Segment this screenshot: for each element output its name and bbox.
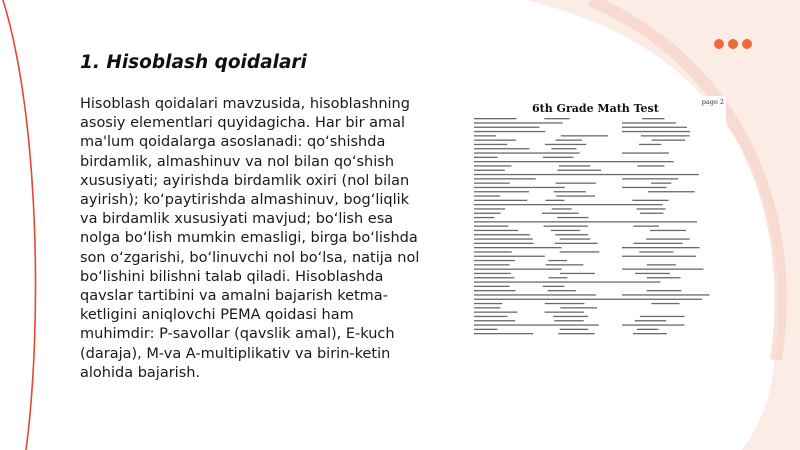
worksheet-text-line	[622, 178, 678, 179]
worksheet-image	[472, 96, 726, 341]
worksheet-text-line	[551, 148, 576, 149]
worksheet-text-line	[560, 251, 600, 252]
worksheet-text-line	[549, 277, 568, 278]
worksheet-text-line	[474, 217, 494, 218]
worksheet-text-line	[560, 273, 595, 274]
worksheet-text-line	[651, 303, 679, 304]
worksheet-text-line	[474, 329, 497, 330]
worksheet-text-line	[635, 273, 670, 274]
worksheet-text-line	[552, 208, 572, 209]
worksheet-text-line	[637, 165, 664, 166]
worksheet-text-line	[474, 230, 518, 231]
worksheet-text-line	[554, 320, 584, 321]
worksheet-text-line	[548, 260, 567, 261]
worksheet-text-line	[652, 140, 685, 141]
worksheet-text-line	[544, 118, 569, 119]
worksheet-text-line	[474, 200, 527, 201]
worksheet-text-line	[642, 118, 664, 119]
worksheet-text-line	[474, 127, 539, 128]
worksheet-text-line	[622, 256, 696, 257]
worksheet-text-line	[474, 174, 699, 175]
worksheet-text-line	[474, 131, 545, 132]
worksheet-text-line	[474, 183, 510, 184]
worksheet-text-line	[474, 316, 507, 317]
worksheet-text-line	[647, 264, 676, 265]
worksheet-text-line	[634, 243, 683, 244]
worksheet-text-line	[474, 269, 562, 270]
worksheet-text-line	[557, 170, 601, 171]
worksheet-text-line	[560, 329, 588, 330]
dot	[742, 39, 752, 49]
worksheet-text-line	[635, 320, 666, 321]
worksheet-text-line	[543, 286, 565, 287]
dot	[714, 39, 724, 49]
worksheet-text-line	[548, 290, 576, 291]
worksheet-text-line	[474, 221, 697, 222]
worksheet-text-line	[545, 312, 584, 313]
worksheet-text-line	[557, 217, 589, 218]
worksheet-text-line	[639, 251, 673, 252]
worksheet-text-line	[647, 290, 682, 291]
worksheet-text-line	[622, 122, 676, 123]
worksheet-text-line	[474, 320, 515, 321]
worksheet-text-line	[474, 303, 502, 304]
worksheet-text-line	[474, 122, 563, 123]
worksheet-text-line	[474, 152, 580, 153]
worksheet-text-line	[556, 195, 595, 196]
worksheet-text-line	[474, 226, 508, 227]
worksheet-page-label: page 2	[701, 98, 724, 106]
worksheet-text-line	[546, 264, 584, 265]
worksheet-text-line	[640, 316, 685, 317]
worksheet-text-line	[555, 234, 588, 235]
worksheet-text-line	[474, 234, 530, 235]
worksheet-text-line	[544, 226, 588, 227]
slide-body-text: Hisoblash qoidalari mavzusida, hisoblashning asosiy elementlari quyidagicha. Har bir amal ma'lum qoidalarga asoslanadi: qo‘shishda birdamlik, almashinuv va nol bilan qo‘shish xususiyati; ayirishda birdamlik oxiri (nol bilan ayirish); ko‘paytirishda almashinuv, bog‘liqlik va birdamlik xususiyati mavjud; bo‘lish esa nolga bo‘lish mumkin emasligi, birga bo‘lishda son o‘zgarishi, bo‘linuvchi nol bo‘lsa, natija nol bo‘lishini bilishni talab qiladi. Hisoblashda qavslar tartibini va amalni bajarish ketma-ketligini aniqlovchi PEMA qoidasi ham muhimdir: P-savollar (qavslik amal), E-kuch (daraja), M-va A-multiplikativ va birin-ketin alohida bajarish.	[80, 96, 420, 381]
worksheet-text-line	[474, 157, 498, 158]
worksheet-text-line	[474, 195, 500, 196]
worksheet-text-line	[542, 213, 579, 214]
worksheet-text-line	[474, 204, 663, 205]
slide-title: 1. Hisoblash qoidalari	[80, 52, 307, 73]
worksheet-text-line	[558, 333, 594, 334]
worksheet-text-line	[474, 238, 533, 239]
worksheet-text-line	[474, 140, 516, 141]
worksheet-text-line	[639, 144, 661, 145]
worksheet-text-line	[622, 247, 700, 248]
worksheet-content-lines	[472, 114, 726, 341]
worksheet-text-line	[651, 183, 671, 184]
worksheet-text-line	[641, 135, 690, 136]
worksheet-text-line	[474, 290, 515, 291]
worksheet-text-line	[622, 131, 690, 132]
worksheet-text-line	[637, 329, 659, 330]
worksheet-text-line	[474, 286, 510, 287]
worksheet-text-line	[555, 140, 581, 141]
three-dots-icon	[714, 39, 752, 49]
worksheet-text-line	[474, 243, 534, 244]
worksheet-text-line	[622, 324, 684, 325]
worksheet-text-line	[474, 191, 529, 192]
worksheet-text-line	[474, 312, 517, 313]
worksheet-text-line	[633, 333, 667, 334]
worksheet-text-line	[632, 200, 668, 201]
worksheet-text-line	[551, 230, 580, 231]
worksheet-text-line	[622, 294, 709, 295]
worksheet-text-line	[646, 238, 690, 239]
worksheet-text-line	[545, 144, 586, 145]
worksheet-text-line	[556, 183, 596, 184]
worksheet-text-line	[474, 247, 561, 248]
worksheet-text-line	[637, 208, 666, 209]
worksheet-title: 6th Grade Math Test	[532, 102, 659, 115]
worksheet-text-line	[560, 307, 597, 308]
worksheet-text-line	[474, 213, 501, 214]
worksheet-text-line	[474, 260, 515, 261]
worksheet-text-line	[648, 191, 695, 192]
worksheet-text-line	[474, 299, 702, 300]
worksheet-text-line	[555, 243, 598, 244]
worksheet-text-line	[474, 256, 545, 257]
worksheet-text-line	[474, 118, 516, 119]
worksheet-text-line	[561, 135, 608, 136]
worksheet-text-line	[647, 277, 681, 278]
worksheet-text-line	[474, 294, 596, 295]
worksheet-text-line	[474, 264, 510, 265]
worksheet-text-line	[559, 165, 591, 166]
worksheet-text-line	[640, 213, 663, 214]
worksheet-text-line	[474, 333, 533, 334]
worksheet-text-line	[622, 152, 669, 153]
worksheet-text-line	[474, 135, 496, 136]
worksheet-text-line	[474, 148, 529, 149]
worksheet-text-line	[474, 273, 511, 274]
worksheet-text-line	[543, 157, 573, 158]
worksheet-text-line	[474, 307, 500, 308]
worksheet-text-line	[474, 277, 514, 278]
worksheet-text-line	[622, 187, 666, 188]
dot	[728, 39, 738, 49]
worksheet-text-line	[474, 208, 505, 209]
worksheet-text-line	[553, 316, 588, 317]
worksheet-text-line	[474, 187, 565, 188]
worksheet-text-line	[633, 226, 659, 227]
worksheet-text-line	[474, 178, 536, 179]
worksheet-text-line	[474, 170, 505, 171]
worksheet-text-line	[474, 161, 673, 162]
decorative-red-line	[0, 0, 60, 450]
worksheet-text-line	[560, 238, 590, 239]
worksheet-text-line	[650, 230, 686, 231]
worksheet-text-line	[474, 144, 507, 145]
worksheet-text-line	[554, 191, 586, 192]
worksheet-text-line	[622, 127, 687, 128]
worksheet-text-line	[474, 324, 599, 325]
worksheet-text-line	[545, 200, 564, 201]
worksheet-text-line	[474, 165, 512, 166]
worksheet-text-line	[474, 281, 660, 282]
worksheet-text-line	[545, 303, 585, 304]
worksheet-text-line	[622, 269, 704, 270]
worksheet-text-line	[474, 251, 512, 252]
